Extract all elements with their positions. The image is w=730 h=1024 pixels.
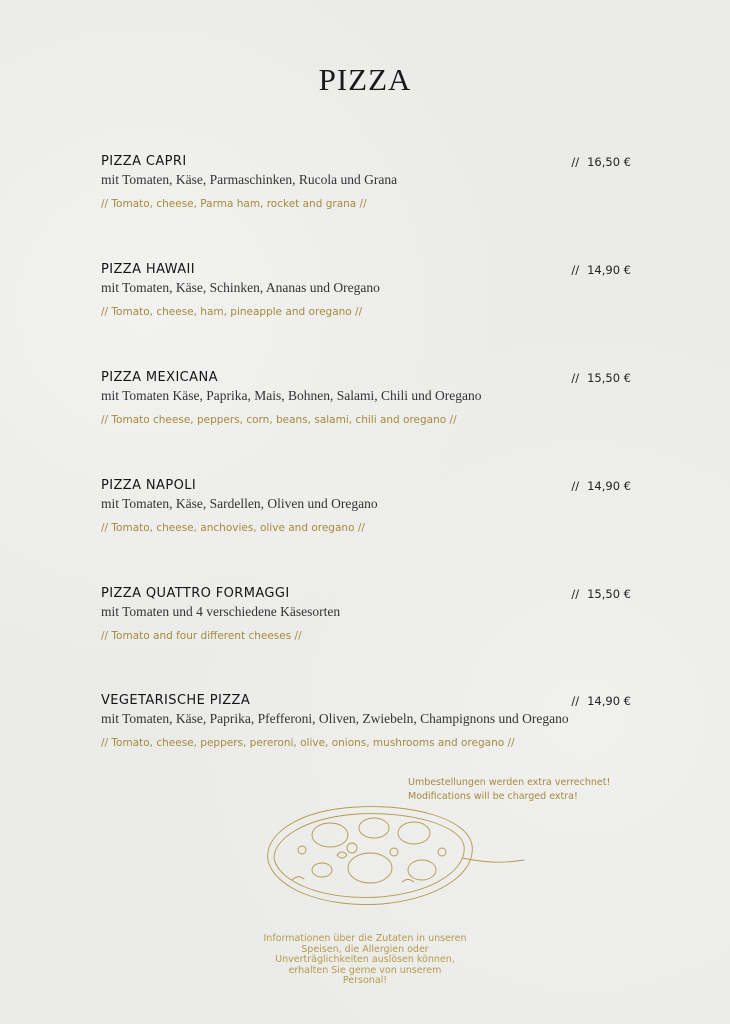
item-description-en: // Tomato, cheese, anchovies, olive and oregano //: [101, 522, 365, 534]
price-separator: //: [571, 371, 580, 385]
item-name: PIZZA QUATTRO FORMAGGI: [101, 586, 290, 601]
item-price-group: [571, 261, 631, 279]
menu-item-vegetarische: [101, 692, 631, 749]
menu-item-hawaii: [101, 261, 631, 318]
page-title: PIZZA: [318, 62, 412, 97]
allergy-line: Speisen, die Allergien oder: [301, 943, 429, 955]
item-description-en: // Tomato, cheese, Parma ham, rocket and grana //: [101, 198, 367, 210]
item-description-de: mit Tomaten und 4 verschiedene Käsesorten: [101, 604, 341, 619]
allergy-line: Personal!: [342, 975, 388, 986]
item-price: 14,90 €: [587, 694, 631, 708]
item-price-group: [571, 477, 631, 495]
price-separator: //: [571, 155, 580, 169]
item-price: 14,90 €: [587, 479, 631, 493]
price-separator: //: [571, 694, 580, 708]
allergy-info: [240, 934, 490, 987]
menu-item-quattro-formaggi: [101, 585, 631, 642]
item-price: 15,50 €: [587, 371, 631, 385]
modification-note-en: Modifications will be charged extra!: [408, 791, 578, 802]
price-separator: //: [571, 479, 580, 493]
menu-item-capri: [101, 153, 631, 210]
item-name: PIZZA HAWAII: [101, 262, 195, 277]
item-description-de: mit Tomaten, Käse, Schinken, Ananas und Oregano: [101, 280, 380, 295]
item-price: 14,90 €: [587, 263, 631, 277]
item-price: 15,50 €: [587, 587, 631, 601]
item-description-de: mit Tomaten Käse, Paprika, Mais, Bohnen, Salami, Chili und Oregano: [101, 388, 482, 403]
item-description-en: // Tomato, cheese, peppers, pereroni, olive, onions, mushrooms and oregano //: [101, 737, 515, 749]
price-separator: //: [571, 263, 580, 277]
item-description-de: mit Tomaten, Käse, Sardellen, Oliven und Oregano: [101, 496, 378, 511]
item-name: PIZZA NAPOLI: [101, 478, 197, 493]
item-price-group: [571, 369, 631, 387]
item-price-group: [571, 692, 631, 710]
menu-item-mexicana: [101, 369, 631, 426]
item-description-en: // Tomato cheese, peppers, corn, beans, salami, chili and oregano //: [101, 414, 457, 426]
modification-note-de: Umbestellungen werden extra verrechnet!: [408, 777, 611, 788]
item-price-group: [571, 153, 631, 171]
menu-item-napoli: [101, 477, 631, 534]
allergy-line: erhalten Sie gerne von unserem: [288, 964, 442, 976]
item-description-de: mit Tomaten, Käse, Paprika, Pfefferoni, Oliven, Zwiebeln, Champignons und Oregano: [101, 711, 569, 726]
allergy-line: Informationen über die Zutaten in unseren: [263, 933, 467, 944]
pizza-line-drawing-icon: [262, 800, 532, 912]
item-name: PIZZA MEXICANA: [101, 370, 218, 385]
allergy-line: Unverträglichkeiten auslösen können,: [275, 954, 455, 965]
item-name: PIZZA CAPRI: [101, 154, 187, 169]
item-description-en: // Tomato, cheese, ham, pineapple and oregano //: [101, 306, 363, 318]
item-description-en: // Tomato and four different cheeses //: [101, 630, 302, 642]
item-price: 16,50 €: [587, 155, 631, 169]
item-description-de: mit Tomaten, Käse, Parmaschinken, Rucola und Grana: [101, 172, 398, 187]
item-price-group: [571, 585, 631, 603]
price-separator: //: [571, 587, 580, 601]
item-name: VEGETARISCHE PIZZA: [101, 693, 251, 708]
